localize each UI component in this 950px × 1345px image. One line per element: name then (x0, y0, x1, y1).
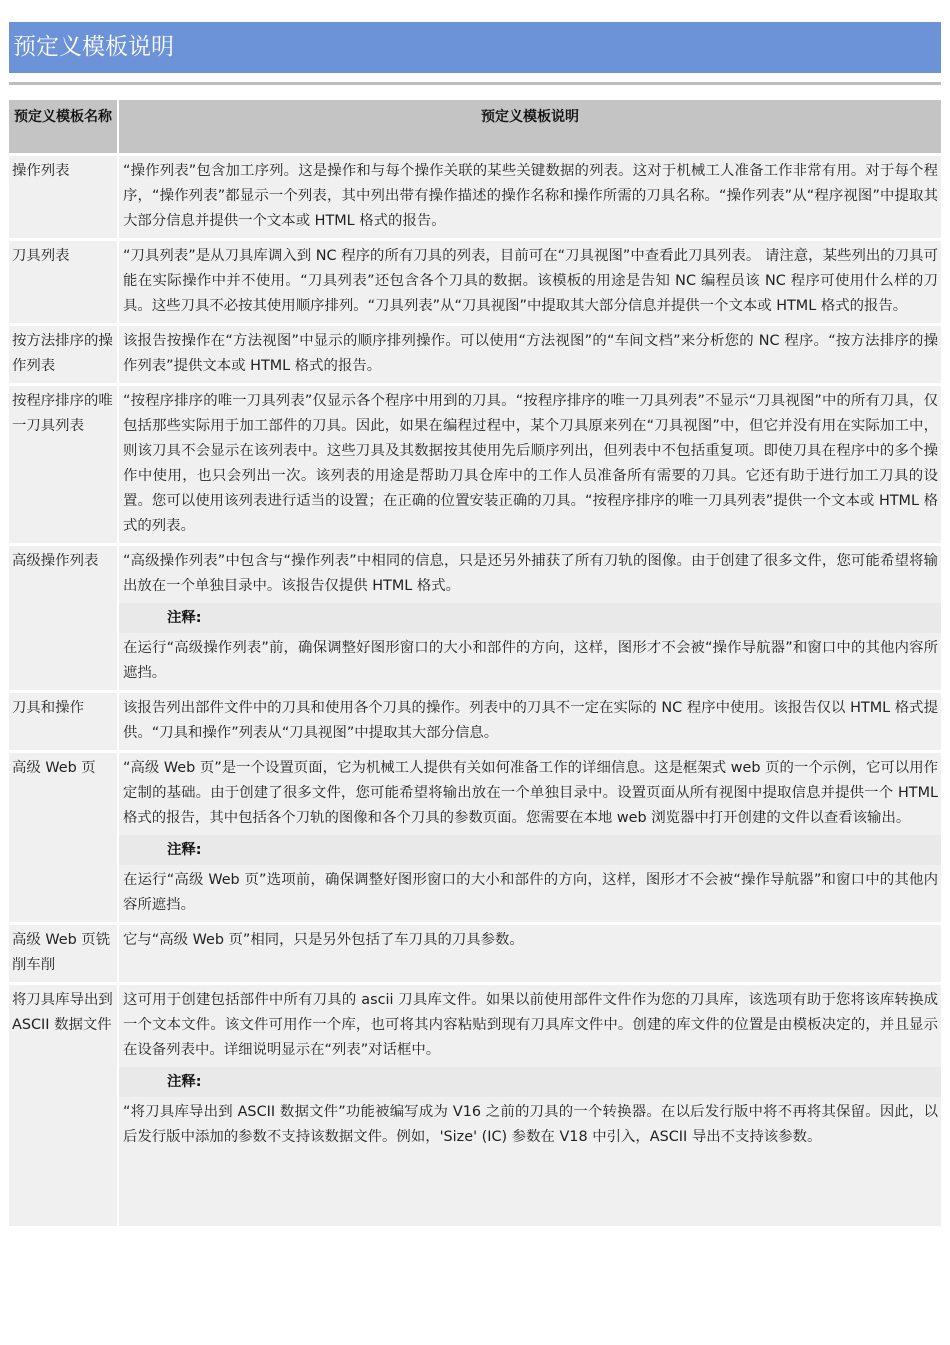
note-text: 在运行“高级操作列表”前，确保调整好图形窗口的大小和部件的方向，这样，图形才不会被“操作导航器”和窗口中的其他内容所遮挡。 (123, 640, 938, 681)
note-text: “将刀具库导出到 ASCII 数据文件”功能被编写成为 V16 之前的刀具的一个转换器。在以后发行版中将不再将其保留。因此，以后发行版中添加的参数不支持该数据文件。例如，'Size' (IC) 参数在 V18 中引入，ASCII 导出不支持该参数。 (123, 1104, 938, 1145)
note-heading: 注释: (119, 835, 941, 865)
description-text: “高级 Web 页”是一个设置页面，它为机械工人提供有关如何准备工作的详细信息。这是框架式 web 页的一个示例，它可以用作定制的基础。由于创建了很多文件，您可能希望将输出放在一个单独目录中。设置页面从所有视图中提取信息并提供一个 HTML 格式的报告，其中包括各个刀轨的图像和各个刀具的参数页面。您需要在本地 web 浏览器中打开创建的文件以查看该输出。 (123, 760, 938, 826)
row-desc-tool-list: “刀具列表”是从刀具库调入到 NC 程序的所有刀具的列表，目前可在“刀具视图”中查看此刀具列表。 请注意，某些列出的刀具可能在实际操作中并不使用。“刀具列表”还包含各个刀具的数据。该模板的用途是告知 NC 编程员该 NC 程序可使用什么样的刀具。这些刀具不必按其使用顺序排列。“刀具列表”从“刀具视图”中提取其大部分信息并提供一个文本或 HTML 格式的报告。 (119, 241, 941, 323)
row-name-unique-tool-list-by-program: 按程序排序的唯一刀具列表 (9, 386, 117, 543)
template-table (9, 100, 941, 1226)
row-desc-tool-and-operation: 该报告列出部件文件中的刀具和使用各个刀具的操作。列表中的刀具不一定在实际的 NC 程序中使用。该报告仅以 HTML 格式提供。“刀具和操作”列表从“刀具视图”中提取其大部分信息。 (119, 693, 941, 750)
note-heading: 注释: (119, 1067, 941, 1097)
row-desc-operation-list: “操作列表”包含加工序列。这是操作和与每个操作关联的某些关键数据的列表。这对于机械工人准备工作非常有用。对于每个程序，“操作列表”都显示一个列表，其中列出带有操作描述的操作名称和操作所需的刀具名称。“操作列表”从“程序视图”中提取其大部分信息并提供一个文本或 HTML 格式的报告。 (119, 156, 941, 238)
row-desc-unique-tool-list-by-program: “按程序排序的唯一刀具列表”仅显示各个程序中用到的刀具。“按程序排序的唯一刀具列表”不显示“刀具视图”中的所有刀具，仅包括那些实际用于加工部件的刀具。因此，如果在编程过程中，某个刀具原来列在“刀具视图”中，但它并没有用在实际加工中，则该刀具不会显示在该列表中。这些刀具及其数据按其使用先后顺序列出，但列表中不包括重复项。即使刀具在程序中的多个操作中使用，也只会列出一次。该列表的用途是帮助刀具仓库中的工作人员准备所有需要的刀具。它还有助于进行加工刀具的设置。您可以使用该列表进行适当的设置；在正确的位置安装正确的刀具。“按程序排序的唯一刀具列表”提供一个文本或 HTML 格式的列表。 (119, 386, 941, 543)
row-name-advanced-operation-list: 高级操作列表 (9, 546, 117, 690)
title-divider (9, 82, 941, 85)
row-name-operation-list-by-method: 按方法排序的操作列表 (9, 326, 117, 383)
row-desc-advanced-web-page (119, 753, 941, 922)
row-name-tool-and-operation: 刀具和操作 (9, 693, 117, 750)
cell-bottom-padding (123, 1150, 938, 1222)
header-template-name: 预定义模板名称 (9, 100, 117, 153)
header-template-description: 预定义模板说明 (119, 100, 941, 153)
description-text: “高级操作列表”中包含与“操作列表”中相同的信息，只是还另外捕获了所有刀轨的图像。由于创建了很多文件，您可能希望将输出放在一个单独目录中。该报告仅提供 HTML 格式。 (123, 553, 938, 594)
row-name-operation-list: 操作列表 (9, 156, 117, 238)
description-text: 这可用于创建包括部件中所有刀具的 ascii 刀具库文件。如果以前使用部件文件作为您的刀具库，该选项有助于您将该库转换成一个文本文件。该文件可用作一个库，也可将其内容粘贴到现有刀具库文件中。创建的库文件的位置是由模板决定的，并且显示在设备列表中。详细说明显示在“列表”对话框中。 (123, 992, 938, 1058)
note-heading: 注释: (119, 603, 941, 633)
row-name-advanced-web-page: 高级 Web 页 (9, 753, 117, 922)
row-desc-advanced-operation-list (119, 546, 941, 690)
row-desc-operation-list-by-method: 该报告按操作在“方法视图”中显示的顺序排列操作。可以使用“方法视图”的“车间文档”来分析您的 NC 程序。“按方法排序的操作列表”提供文本或 HTML 格式的报告。 (119, 326, 941, 383)
row-desc-export-tool-library-ascii (119, 985, 941, 1226)
note-text: 在运行“高级 Web 页”选项前，确保调整好图形窗口的大小和部件的方向，这样，图形才不会被“操作导航器”和窗口中的其他内容所遮挡。 (123, 872, 938, 913)
row-name-tool-list: 刀具列表 (9, 241, 117, 323)
page-title: 预定义模板说明 (9, 22, 941, 73)
row-desc-advanced-web-page-mill-turn: 它与“高级 Web 页”相同，只是另外包括了车刀具的刀具参数。 (119, 925, 941, 982)
row-name-advanced-web-page-mill-turn: 高级 Web 页铣削车削 (9, 925, 117, 982)
row-name-export-tool-library-ascii: 将刀具库导出到 ASCII 数据文件 (9, 985, 117, 1226)
